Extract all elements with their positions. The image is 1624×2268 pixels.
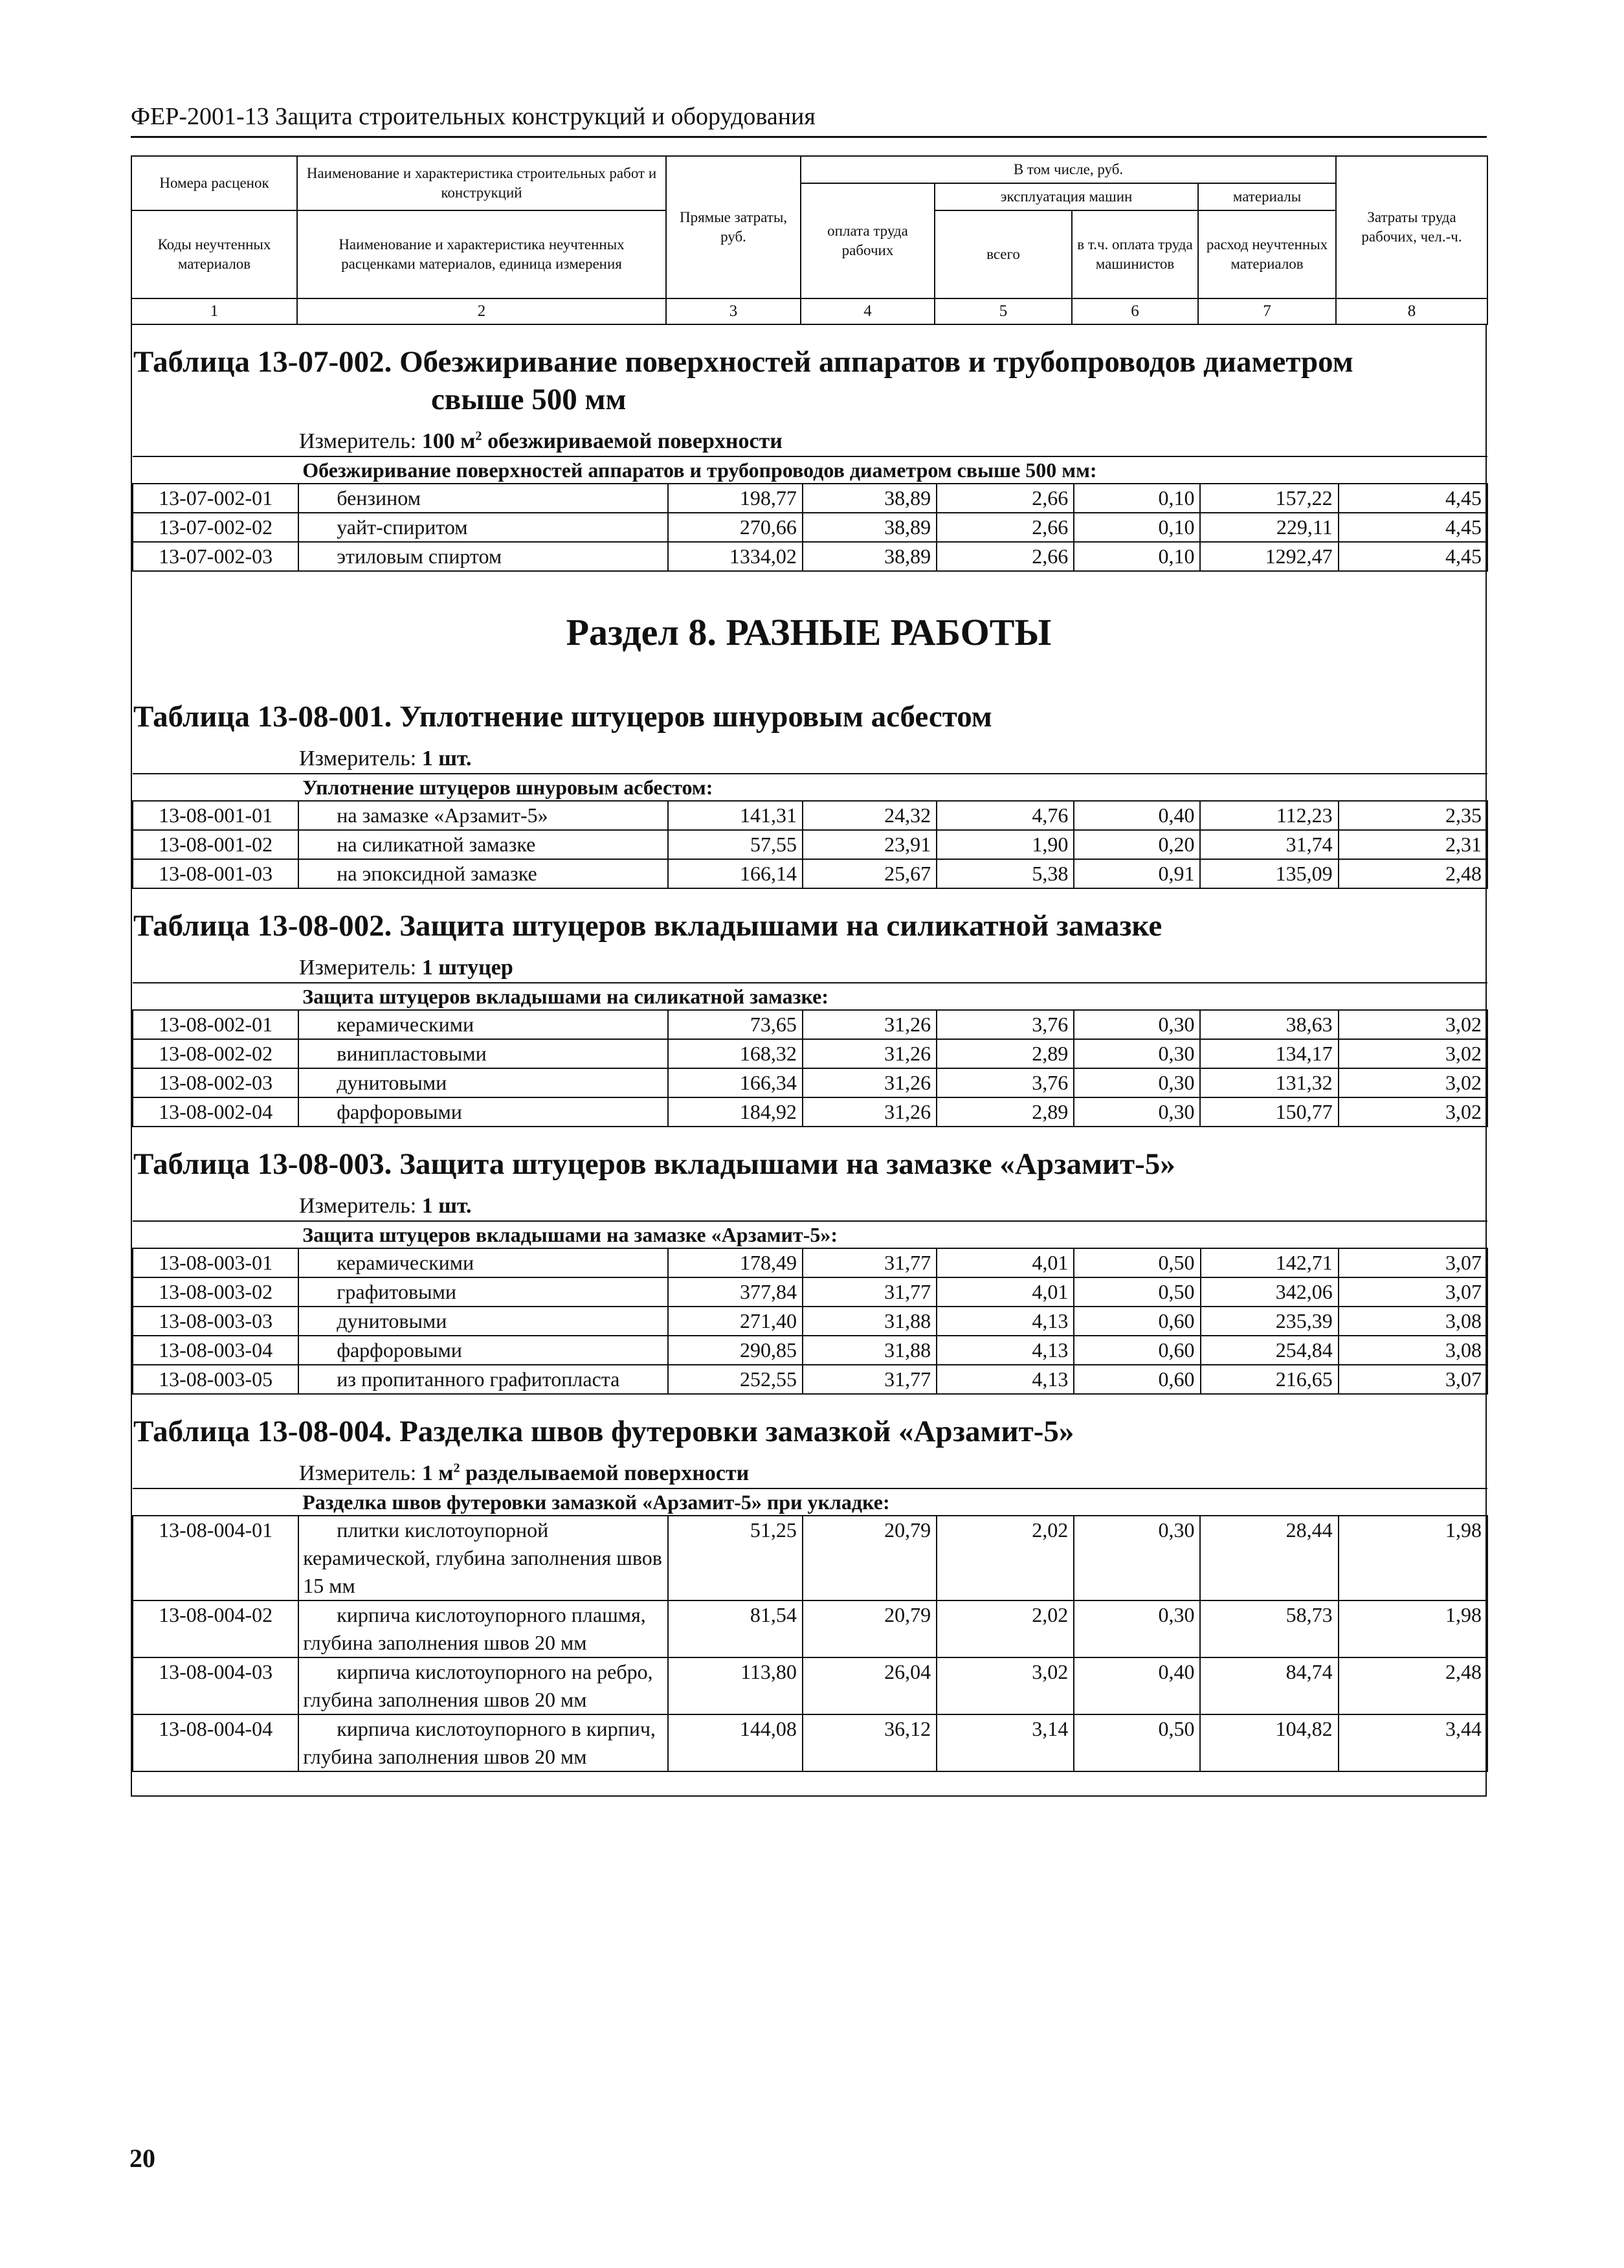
labor-hours-cell: 2,48 [1339, 859, 1487, 888]
tables-body [131, 325, 1487, 1797]
labor-pay-cell: 31,26 [803, 1097, 937, 1127]
machines-header: эксплуатация машин [935, 183, 1198, 210]
rate-code-cell: 13-08-001-02 [133, 830, 298, 859]
labor-hours-cell: 2,48 [1339, 1657, 1487, 1714]
col7-header: расход неучтенных материалов [1198, 210, 1336, 298]
labor-hours-cell: 3,08 [1339, 1336, 1487, 1365]
col-index: 3 [666, 298, 801, 324]
document-body [131, 155, 1487, 1797]
table-row [133, 1600, 1487, 1657]
rate-code-cell: 13-08-001-03 [133, 859, 298, 888]
rate-code-cell: 13-08-002-01 [133, 1010, 298, 1039]
col6-header: в т.ч. оплата труда машинистов [1072, 210, 1198, 298]
direct-cost-cell: 144,08 [668, 1714, 803, 1771]
machines-total-cell: 3,76 [937, 1010, 1074, 1039]
measure-13-08-001: Измеритель: 1 шт. [299, 747, 472, 770]
materials-cell: 58,73 [1200, 1600, 1338, 1657]
work-name-cell: плитки кислотоупорной керамической, глубина заполнения швов 15 мм [298, 1516, 668, 1600]
labor-pay-cell: 31,88 [803, 1307, 937, 1336]
table-row [133, 484, 1487, 513]
col1-header-bottom: Коды неучтенных материалов [131, 210, 297, 298]
table-title-13-08-004: Таблица 13-08-004. Разделка швов футеровки замазкой «Арзамит-5» [133, 1415, 1074, 1448]
labor-pay-cell: 31,26 [803, 1068, 937, 1097]
measure-13-08-002: Измеритель: 1 штуцер [299, 956, 513, 980]
rate-code-cell: 13-08-004-01 [133, 1516, 298, 1600]
materials-cell: 157,22 [1200, 484, 1338, 513]
table-row [133, 513, 1487, 542]
labor-hours-cell: 1,98 [1339, 1516, 1487, 1600]
work-name-cell: керамическими [298, 1010, 668, 1039]
table-row [133, 1277, 1487, 1307]
direct-cost-cell: 166,14 [668, 859, 803, 888]
labor-hours-cell: 3,07 [1339, 1248, 1487, 1277]
rate-code-cell: 13-08-003-01 [133, 1248, 298, 1277]
labor-hours-cell: 4,45 [1339, 513, 1487, 542]
machinist-pay-cell: 0,10 [1074, 484, 1200, 513]
table-row [133, 1365, 1487, 1394]
table-row [133, 1068, 1487, 1097]
table-13-08-004 [132, 1488, 1488, 1772]
materials-cell: 1292,47 [1200, 542, 1338, 571]
rate-code-cell: 13-08-002-03 [133, 1068, 298, 1097]
work-name-cell: дунитовыми [298, 1068, 668, 1097]
machinist-pay-cell: 0,30 [1074, 1600, 1200, 1657]
rate-code-cell: 13-08-002-02 [133, 1039, 298, 1068]
col-index: 4 [801, 298, 935, 324]
machines-total-cell: 5,38 [937, 859, 1074, 888]
col5-header: всего [935, 210, 1072, 298]
table-row [133, 1336, 1487, 1365]
rate-code-cell: 13-08-003-03 [133, 1307, 298, 1336]
materials-cell: 131,32 [1200, 1068, 1338, 1097]
labor-hours-cell: 2,31 [1339, 830, 1487, 859]
materials-cell: 235,39 [1201, 1307, 1339, 1336]
incl-header: В том числе, руб. [801, 156, 1336, 183]
rate-code-cell: 13-08-004-02 [133, 1600, 298, 1657]
page-number: 20 [129, 2144, 155, 2173]
work-name-cell: фарфоровыми [298, 1097, 668, 1127]
materials-cell: 134,17 [1200, 1039, 1338, 1068]
group-heading: Уплотнение штуцеров шнуровым асбестом: [298, 774, 1487, 801]
labor-pay-cell: 38,89 [803, 542, 937, 571]
labor-pay-cell: 26,04 [803, 1657, 937, 1714]
machines-total-cell: 3,02 [937, 1657, 1074, 1714]
work-name-cell: графитовыми [298, 1277, 668, 1307]
materials-cell: 28,44 [1200, 1516, 1338, 1600]
table-13-07-002 [132, 456, 1488, 572]
machines-total-cell: 1,90 [937, 830, 1074, 859]
machines-total-cell: 4,13 [937, 1307, 1074, 1336]
machinist-pay-cell: 0,20 [1074, 830, 1200, 859]
table-row [133, 801, 1487, 830]
machines-total-cell: 2,66 [937, 484, 1074, 513]
rate-code-cell: 13-08-001-01 [133, 801, 298, 830]
work-name-cell: фарфоровыми [298, 1336, 668, 1365]
direct-cost-cell: 166,34 [668, 1068, 803, 1097]
machinist-pay-cell: 0,30 [1074, 1068, 1200, 1097]
materials-cell: 84,74 [1200, 1657, 1338, 1714]
machinist-pay-cell: 0,60 [1074, 1307, 1200, 1336]
col1-header-top: Номера расценок [131, 156, 297, 210]
machinist-pay-cell: 0,50 [1074, 1277, 1200, 1307]
rate-code-cell: 13-08-004-04 [133, 1714, 298, 1771]
materials-cell: 150,77 [1200, 1097, 1338, 1127]
group-heading: Защита штуцеров вкладышами на силикатной замазке: [298, 983, 1487, 1010]
labor-hours-cell: 3,07 [1339, 1277, 1487, 1307]
labor-pay-cell: 38,89 [803, 484, 937, 513]
machines-total-cell: 3,14 [937, 1714, 1074, 1771]
rate-code-cell: 13-08-002-04 [133, 1097, 298, 1127]
rate-code-cell: 13-08-003-02 [133, 1277, 298, 1307]
table-row [133, 1097, 1487, 1127]
labor-pay-cell: 20,79 [803, 1600, 937, 1657]
machinist-pay-cell: 0,60 [1074, 1365, 1200, 1394]
machines-total-cell: 4,76 [937, 801, 1074, 830]
table-title-13-08-002: Таблица 13-08-002. Защита штуцеров вкладышами на силикатной замазке [133, 909, 1162, 943]
table-13-08-001 [132, 773, 1488, 889]
materials-cell: 31,74 [1200, 830, 1338, 859]
work-name-cell: дунитовыми [298, 1307, 668, 1336]
rate-code-cell: 13-07-002-02 [133, 513, 298, 542]
direct-cost-cell: 271,40 [668, 1307, 803, 1336]
group-heading: Разделка швов футеровки замазкой «Арзамит-5» при укладке: [298, 1488, 1487, 1516]
direct-cost-cell: 51,25 [668, 1516, 803, 1600]
machinist-pay-cell: 0,30 [1074, 1516, 1200, 1600]
materials-cell: 104,82 [1200, 1714, 1338, 1771]
materials-header: материалы [1198, 183, 1336, 210]
group-heading: Защита штуцеров вкладышами на замазке «Арзамит-5»: [298, 1221, 1487, 1248]
labor-pay-cell: 23,91 [803, 830, 937, 859]
measure-13-07-002: Измеритель: 100 $м^2$ обезжириваемой поверхности [299, 429, 783, 453]
labor-hours-cell: 3,07 [1339, 1365, 1487, 1394]
machines-total-cell: 2,02 [937, 1600, 1074, 1657]
table-row [133, 1307, 1487, 1336]
labor-pay-cell: 31,77 [803, 1277, 937, 1307]
direct-cost-cell: 252,55 [668, 1365, 803, 1394]
direct-cost-cell: 113,80 [668, 1657, 803, 1714]
machinist-pay-cell: 0,10 [1074, 513, 1200, 542]
labor-pay-cell: 38,89 [803, 513, 937, 542]
col8-header: Затраты труда рабочих, чел.-ч. [1336, 156, 1487, 298]
work-name-cell: уайт-спиритом [298, 513, 668, 542]
col2-header-bottom: Наименование и характеристика неучтенных расценками материалов, единица измерения [297, 210, 666, 298]
group-heading: Обезжиривание поверхностей аппаратов и трубопроводов диаметром свыше 500 мм: [298, 456, 1487, 484]
machines-total-cell: 2,89 [937, 1039, 1074, 1068]
work-name-cell: кирпича кислотоупорного на ребро, глубина заполнения швов 20 мм [298, 1657, 668, 1714]
direct-cost-cell: 184,92 [668, 1097, 803, 1127]
direct-cost-cell: 290,85 [668, 1336, 803, 1365]
work-name-cell: кирпича кислотоупорного плашмя, глубина заполнения швов 20 мм [298, 1600, 668, 1657]
labor-pay-cell: 36,12 [803, 1714, 937, 1771]
table-title-13-07-002: Таблица 13-07-002. Обезжиривание поверхностей аппаратов и трубопроводов диаметром свыше 500 мм [133, 345, 1353, 416]
machinist-pay-cell: 0,60 [1074, 1336, 1200, 1365]
materials-cell: 135,09 [1200, 859, 1338, 888]
col4-header: оплата труда рабочих [801, 183, 935, 298]
labor-pay-cell: 31,77 [803, 1248, 937, 1277]
labor-hours-cell: 3,02 [1339, 1010, 1487, 1039]
labor-hours-cell: 3,02 [1339, 1039, 1487, 1068]
work-name-cell: на эпоксидной замазке [298, 859, 668, 888]
machinist-pay-cell: 0,50 [1074, 1248, 1200, 1277]
labor-pay-cell: 31,88 [803, 1336, 937, 1365]
machines-total-cell: 2,02 [937, 1516, 1074, 1600]
col-index: 6 [1072, 298, 1198, 324]
machinist-pay-cell: 0,40 [1074, 801, 1200, 830]
direct-cost-cell: 168,32 [668, 1039, 803, 1068]
measure-13-08-004: Измеритель: 1 $м^2$ разделываемой поверхности [299, 1461, 750, 1485]
table-row [133, 1248, 1487, 1277]
labor-hours-cell: 4,45 [1339, 542, 1487, 571]
materials-cell: 229,11 [1200, 513, 1338, 542]
work-name-cell: винипластовыми [298, 1039, 668, 1068]
table-row [133, 1516, 1487, 1600]
col-index: 2 [297, 298, 666, 324]
work-name-cell: из пропитанного графитопласта [298, 1365, 668, 1394]
work-name-cell: кирпича кислотоупорного в кирпич, глубина заполнения швов 20 мм [298, 1714, 668, 1771]
labor-hours-cell: 4,45 [1339, 484, 1487, 513]
rate-code-cell: 13-08-004-03 [133, 1657, 298, 1714]
labor-pay-cell: 31,26 [803, 1010, 937, 1039]
labor-hours-cell: 2,35 [1339, 801, 1487, 830]
col-index: 1 [131, 298, 297, 324]
machines-total-cell: 2,66 [937, 513, 1074, 542]
table-row [133, 1657, 1487, 1714]
machines-total-cell: 4,01 [937, 1248, 1074, 1277]
table-row [133, 830, 1487, 859]
labor-hours-cell: 3,08 [1339, 1307, 1487, 1336]
machines-total-cell: 4,13 [937, 1336, 1074, 1365]
table-row [133, 1039, 1487, 1068]
machinist-pay-cell: 0,30 [1074, 1097, 1200, 1127]
column-header-table [131, 155, 1488, 325]
direct-cost-cell: 198,77 [668, 484, 803, 513]
machinist-pay-cell: 0,50 [1074, 1714, 1200, 1771]
machinist-pay-cell: 0,30 [1074, 1039, 1200, 1068]
measure-13-08-003: Измеритель: 1 шт. [299, 1194, 472, 1218]
rate-code-cell: 13-08-003-05 [133, 1365, 298, 1394]
work-name-cell: этиловым спиртом [298, 542, 668, 571]
col-index: 8 [1336, 298, 1487, 324]
labor-hours-cell: 3,02 [1339, 1068, 1487, 1097]
machines-total-cell: 3,76 [937, 1068, 1074, 1097]
materials-cell: 216,65 [1201, 1365, 1339, 1394]
direct-cost-cell: 57,55 [668, 830, 803, 859]
machines-total-cell: 2,66 [937, 542, 1074, 571]
table-title-13-08-001: Таблица 13-08-001. Уплотнение штуцеров шнуровым асбестом [133, 700, 992, 734]
page-header: ФЕР-2001-13 Защита строительных конструкций и оборудования [131, 97, 1487, 138]
rate-code-cell: 13-07-002-01 [133, 484, 298, 513]
labor-hours-cell: 1,98 [1339, 1600, 1487, 1657]
col-index: 5 [935, 298, 1072, 324]
work-name-cell: на силикатной замазке [298, 830, 668, 859]
table-row [133, 859, 1487, 888]
labor-hours-cell: 3,02 [1339, 1097, 1487, 1127]
section-title: Раздел 8. РАЗНЫЕ РАБОТЫ [566, 611, 1052, 653]
work-name-cell: бензином [298, 484, 668, 513]
col3-header: Прямые затраты, руб. [666, 156, 801, 298]
machines-total-cell: 2,89 [937, 1097, 1074, 1127]
table-13-08-002 [132, 982, 1488, 1127]
machines-total-cell: 4,01 [937, 1277, 1074, 1307]
materials-cell: 254,84 [1201, 1336, 1339, 1365]
labor-hours-cell: 3,44 [1339, 1714, 1487, 1771]
table-row [133, 1010, 1487, 1039]
rate-code-cell: 13-07-002-03 [133, 542, 298, 571]
direct-cost-cell: 81,54 [668, 1600, 803, 1657]
materials-cell: 342,06 [1201, 1277, 1339, 1307]
table-title-13-08-003: Таблица 13-08-003. Защита штуцеров вкладышами на замазке «Арзамит-5» [133, 1147, 1175, 1181]
col2-header-top: Наименование и характеристика строительных работ и конструкций [297, 156, 666, 210]
table-row [133, 1714, 1487, 1771]
labor-pay-cell: 24,32 [803, 801, 937, 830]
direct-cost-cell: 73,65 [668, 1010, 803, 1039]
materials-cell: 142,71 [1201, 1248, 1339, 1277]
table-13-08-003 [132, 1220, 1488, 1395]
direct-cost-cell: 178,49 [668, 1248, 803, 1277]
labor-pay-cell: 31,26 [803, 1039, 937, 1068]
machinist-pay-cell: 0,10 [1074, 542, 1200, 571]
materials-cell: 112,23 [1200, 801, 1338, 830]
machinist-pay-cell: 0,30 [1074, 1010, 1200, 1039]
direct-cost-cell: 377,84 [668, 1277, 803, 1307]
direct-cost-cell: 270,66 [668, 513, 803, 542]
work-name-cell: на замазке «Арзамит-5» [298, 801, 668, 830]
labor-pay-cell: 31,77 [803, 1365, 937, 1394]
col-index: 7 [1198, 298, 1336, 324]
work-name-cell: керамическими [298, 1248, 668, 1277]
direct-cost-cell: 141,31 [668, 801, 803, 830]
rate-code-cell: 13-08-003-04 [133, 1336, 298, 1365]
machinist-pay-cell: 0,91 [1074, 859, 1200, 888]
labor-pay-cell: 25,67 [803, 859, 937, 888]
machinist-pay-cell: 0,40 [1074, 1657, 1200, 1714]
table-row [133, 542, 1487, 571]
labor-pay-cell: 20,79 [803, 1516, 937, 1600]
direct-cost-cell: 1334,02 [668, 542, 803, 571]
machines-total-cell: 4,13 [937, 1365, 1074, 1394]
materials-cell: 38,63 [1200, 1010, 1338, 1039]
